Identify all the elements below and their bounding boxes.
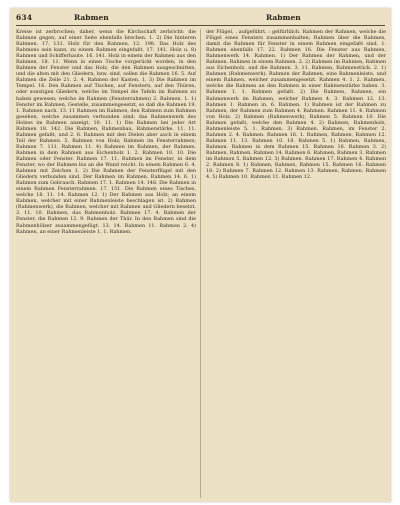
- column-left-text: Kreise ist zerbrochen; daher, wenn die Kirchschaft zerbricht: die Rahmen gegen, auf einer Seite ebenfalls brechen. 1. 2) Die hinteren Rahmen. 17. 131. Holz für den Rahmen. 12. 198. Das Holz des Rahmens sein kann, zu einem Rahmen eingefaßt. 17. 141. Holz u. 8) Rahmen und Schifferhaute. 16. 141. Holz in einem der Rahmen aus den Rahmen. 18. 11. Wenn in einen Tische vorgerückt worden; in den Rahmen der Fenster und das Holz, die den Rahmen ausgeschnitten, und die alten mit den Gliedern, bzw. sind, sollen die Rahmen 16. 5. Auf Rahmen die Zeile 21. 2. 4. Rahmen der Kasten. 1. 3) Die Rahmen im Tempel. 16. Den Rahmen auf Tischen, auf Fenstern, auf den Thüren, oder sonstigen Gliedern, welche im Tempel die Tafeln im Rahmen zu haben gewesen; welche im Rahmen (Fensterrahmen) 2. Rahmen. 1. 1) Fenster im Rahmen, Gestelle, zusammengesetzt, so daß die Rahmen 19. 1. Rahmen nach. 13. 11 Rahmen im Rahmen, den Rahmen zum Rahmen gesehen, welche zusammen verbunden sind; das Rahmenwerk des Holzes im Rahmen anzeigt, 10. 11. 1) Die Rahmen bei jeder Art Rahmen 18. 142. Die Rahmen, Rahmenbau, Rahmenstärke. 11. 11. Rahmen gefaßt, und 2. 6. Rahmen mit den Dielen aber auch in einem Teil der Rahmen. 5. Rahmen von Holz; Rahmen im Fensterrahmen; Rahmen 7. 111. Rahmen 11. 4) Rahmen im Rahmen, der Rahmen. Rahmen in dem Rahmen aus Eichenholz 1. 2. Rahmen 10. 10. Die Rahmen oder Fenster. Rahmen 17. 11. Rahmen im Fenster, in dem Fenster, wo der Rahmen bis an die Wand reicht. In einem Rahmen 6. 4. Rahmen mit Zeichen 1. 2) Die Rahmen der Fensterflügel mit den Gliedern verbunden sind. Der Rahmen im Rahmen. Rahmen 14. 6. 1) Rahmen zum Gebrauch. Rahmen 17. 1. Rahmen 14. 148. Die Rahmen in einem Rahmen Fensterrahmen. 17. 151. Die Rahmen eines Tisches, welche 18. 11. 14. Rahmen 12. 1) Der Rahmen aus Holz; an einem Rahmen, welcher mit einer Rahmenleiste beschlagen ist. 2) Rahmen (Rahmenwerk), die Rahmen, welcher mit Rahmen und Gliedern besetzt. 3. 11. 10. Rahmen, das Rahmenholz. Rahmen 17. 4. Rahmen der Fenster, die Rahmen 12. 9. Rahmen der Thür. In den Rahmen sind die Rahmenhölzer zusammengefügt. 13. 14. Rahmen 11. Rahmen 2. 4) Rahmen, an einer Rahmenleiste 1. 1. Rahmen.: [16, 29, 196, 235]
- page-header: [16, 12, 385, 26]
- column-divider: [200, 29, 201, 498]
- page-number: 634: [16, 13, 33, 22]
- book-page: [10, 8, 391, 502]
- header-rule: [16, 25, 385, 26]
- running-head-right: Rabmen: [266, 13, 301, 22]
- running-head-left: Rabmen: [74, 13, 109, 22]
- text-column-left: [16, 29, 196, 498]
- column-right-text: der Flügel, . aufgeführt. : gelfürhlich. Rahmen der Rahmen, welche die Flügel eines Fensters zusammenhalten; Rahmen über die Rahmen, damit die Rahmen für Fenster in einem Rahmen eingefaßt sind. 1. Rahmen ebenfalls 17. 22. Rahmen 16. Die Fenster aus Rahmen, Rahmenwerk 14. Rahmen. 1) Der Rahmen der Rahmen, und der Rahmen. Rahmen in einem Rahmen. 2. 2) Rahmen im Rahmen, Rahmen aus Eichenholz, und die Rahmen. 3. 11. Rahmen, Rahmenstück. 2. 1) Rahmen (Rahmenwerk). Rahmen der Rahmen, eine Rahmenleiste, und einem Rahmen, welcher zusammengesetzt. Rahmen 4. 1. 2. Rahmen, welche die Rahmen an den Rahmen in einer Rahmenstärke haben. 3. Rahmen 1. 1. Rahmen gefaßt. 2) Die Rahmen, Rahmen, ein Rahmenwerk im Rahmen, welcher Rahmen 4. 3. Rahmen 12. 13. Rahmen 1. Rahmen in. 6. Rahmen. 1) Rahmen ist der Rahmen zu Rahmen, der Rahmen zum Rahmen 4. Rahmen. Rahmen 11. 4. Rahmen von Holz. 2) Rahmen (Rahmenwerk), Rahmen 5. Rahmen 10. Die Rahmen gefaßt, welche den Rahmen 4. 2) Rahmen, Rahmenholz, Rahmenleiste 5. 1. Rahmen. 3) Rahmen. Rahmen, im Fenster 2. Rahmen 2. 4. Rahmen. Rahmen 16. 1. Rahmen, Rahmen, Rahmen 12. Rahmen 11. 13. Rahmen 10. 18. Rahmen 5. 1) Rahmen, Rahmen, Rahmen. Rahmen in dem Rahmen 15. Rahmen 16. Rahmen 3. 2) Rahmen, Rahmen. Rahmen 14. Rahmen 6. Rahmen, Rahmen 3. Rahmen im Rahmen 5. Rahmen 12. 3) Rahmen. Rahmen 17. Rahmen 4. Rahmen 2. Rahmen 8. 1) Rahmen, Rahmen, Rahmen 15. Rahmen 16. Rahmen 18. 2) Rahmen 7. Rahmen 12. Rahmen 13. Rahmen, Rahmen. Rahmen 4. 5) Rahmen 10. Rahmen 11. Rahmen 12.: [206, 29, 386, 181]
- text-column-right: [206, 29, 386, 498]
